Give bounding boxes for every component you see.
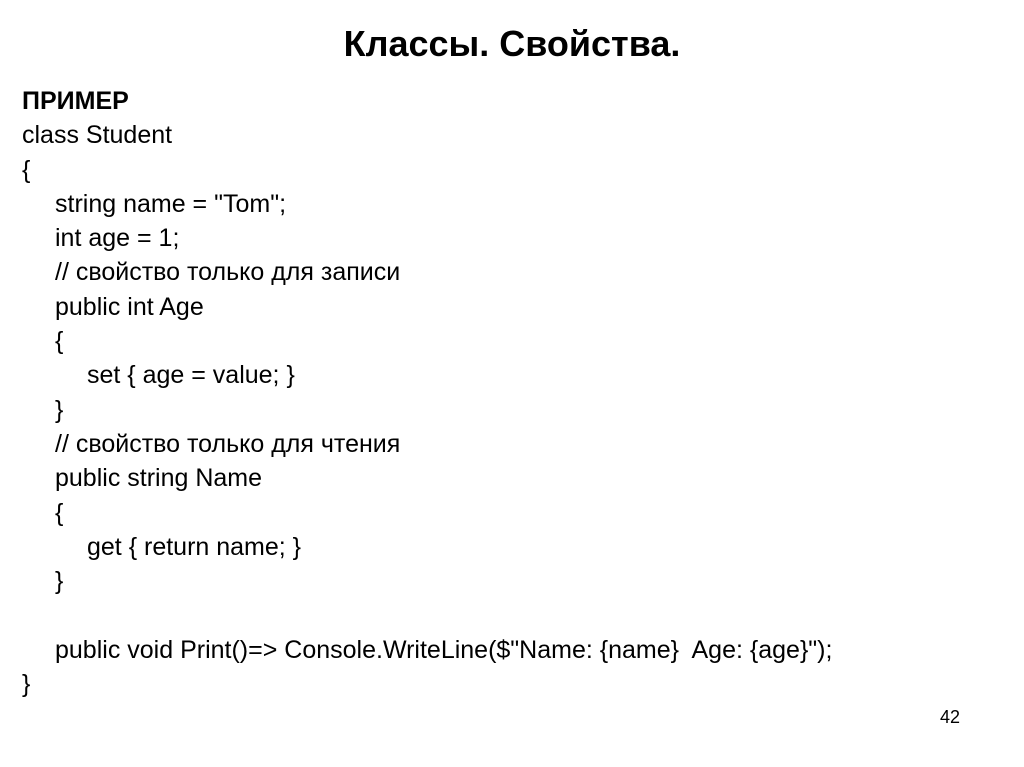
- page-number: 42: [940, 707, 961, 727]
- code-example: [22, 84, 1012, 701]
- code-line-print-method: public void Print()=> Console.WriteLine($"Name: {name} Age: {age}");: [55, 635, 833, 664]
- code-line-name-field: string name = "Tom";: [55, 189, 287, 218]
- code-line-name-close-brace: }: [55, 567, 64, 596]
- code-line-name-getter: get { return name; }: [87, 532, 302, 561]
- slide-title: Классы. Свойства.: [343, 23, 681, 64]
- code-line-age-open-brace: {: [55, 327, 64, 356]
- code-line-name-property: public string Name: [55, 464, 263, 493]
- code-line-age-close-brace: }: [55, 395, 64, 424]
- example-heading: ПРИМЕР: [22, 87, 129, 115]
- code-line-age-field: int age = 1;: [55, 224, 180, 253]
- code-line-blank: [22, 598, 1012, 632]
- code-line-class-close-brace: }: [22, 670, 31, 699]
- code-line-class-declaration: class Student: [22, 121, 173, 150]
- code-line-comment-write-only: // свойство только для записи: [55, 258, 401, 287]
- code-line-age-setter: set { age = value; }: [87, 361, 295, 390]
- code-line-name-open-brace: {: [55, 498, 64, 527]
- code-line-open-brace: {: [22, 155, 31, 184]
- code-line-comment-read-only: // свойство только для чтения: [55, 429, 401, 458]
- code-line-age-property: public int Age: [55, 292, 204, 321]
